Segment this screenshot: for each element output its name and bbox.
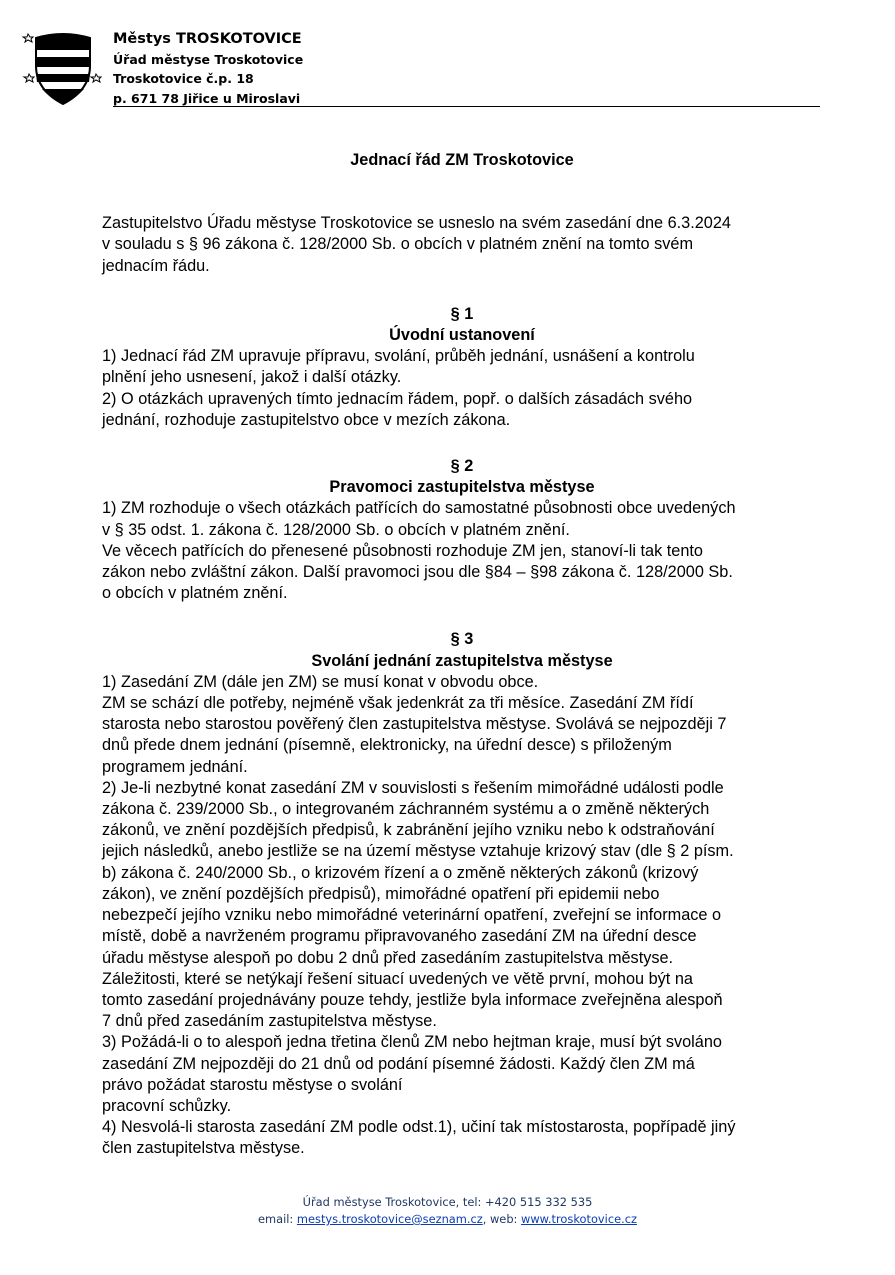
footer-links — [0, 1211, 895, 1228]
section-line: 2) O otázkách upravených tímto jednacím řádem, popř. o dalších zásadách svého — [102, 389, 693, 408]
section-line: tomto zasedání projednávány pouze tehdy, jestliže byla informace zveřejněna alespoň — [102, 990, 723, 1009]
section-title: Svolání jednání zastupitelstva městyse — [311, 651, 613, 670]
section-line: plnění jeho usnesení, jakož i další otázky. — [102, 368, 402, 387]
page-footer — [0, 1194, 895, 1228]
section-line: zákon nebo zvláštní zákon. Další pravomoci jsou dle §84 – §98 zákona č. 128/2000 Sb. — [102, 563, 733, 582]
intro-line: jednacím řádu. — [102, 256, 210, 275]
section-line: místě, době a navrženém programu připravovaného zasedání ZM na úřední desce — [102, 927, 697, 946]
section-line: v § 35 odst. 1. zákona č. 128/2000 Sb. o obcích v platném znění. — [102, 520, 570, 539]
footer-web-label: , web: — [482, 1212, 518, 1226]
section-line: zákonů, ve znění pozdějších předpisů, k zabránění jejího vzniku nebo k odstraňování — [102, 821, 715, 840]
section-line: 4) Nesvolá-li starosta zasedání ZM podle odst.1), učiní tak místostarosta, popřípadě jiný — [102, 1118, 736, 1137]
section-title: Úvodní ustanovení — [389, 326, 535, 345]
intro-line: Zastupitelstvo Úřadu městyse Troskotovice se usneslo na svém zasedání dne 6.3.2024 — [102, 214, 731, 233]
section-number: § 1 — [450, 304, 474, 323]
section-line: zákon), ve znění pozdějších předpisů), mimořádné opatření při epidemii nebo — [102, 884, 660, 903]
section-number: § 2 — [450, 457, 474, 476]
section-title: Pravomoci zastupitelstva městyse — [329, 478, 595, 497]
municipality-name: Městys TROSKOTOVICE — [113, 31, 302, 47]
footer-email-link[interactable]: mestys.troskotovice@seznam.cz — [296, 1212, 483, 1226]
section-line: právo požádat starostu městyse o svolání — [102, 1075, 403, 1094]
section-line: 1) Zasedání ZM (dále jen ZM) se musí konat v obvodu obce. — [102, 672, 539, 691]
section-line: zasedání ZM nejpozději do 21 dnů od podání písemné žádosti. Každý člen ZM má — [102, 1054, 695, 1073]
section-line: člen zastupitelstva městyse. — [102, 1139, 305, 1158]
section-line: b) zákona č. 240/2000 Sb., o krizovém řízení a o změně některých zákonů (krizový — [102, 863, 699, 882]
section-line: jejich následků, anebo jestliže se na území městyse vztahuje krizový stav (dle § 2 písm. — [102, 842, 734, 861]
footer-contact: Úřad městyse Troskotovice, tel: +420 515 332 535 — [302, 1195, 593, 1209]
section-line: 1) Jednací řád ZM upravuje přípravu, svolání, průběh jednání, usnášení a kontrolu — [102, 347, 695, 366]
section-line: 1) ZM rozhoduje o všech otázkách patřících do samostatné působnosti obce uvedených — [102, 499, 736, 518]
letterhead — [113, 30, 303, 108]
office-address: Troskotovice č.p. 18 — [113, 71, 254, 86]
intro-paragraph — [102, 213, 822, 277]
section-line: jednání, rozhoduje zastupitelstvo obce v mezích zákona. — [102, 410, 511, 429]
section-number: § 3 — [450, 630, 474, 649]
section-line: zákona č. 239/2000 Sb., o integrovaném záchranném systému a o změně některých — [102, 800, 710, 819]
section-line: programem jednání. — [102, 757, 248, 776]
office-name: Úřad městyse Troskotovice — [113, 51, 304, 67]
section-line: dnů přede dnem jednání (písemně, elektronicky, na úřední desce) s přiloženým — [102, 736, 672, 755]
section-line: Ve věcech patřících do přenesené působnosti rozhoduje ZM jen, stanoví-li tak tento — [102, 541, 703, 560]
section-line: 3) Požádá-li o to alespoň jedna třetina členů ZM nebo hejtman kraje, musí být svoláno — [102, 1033, 722, 1052]
document-body — [102, 150, 822, 1185]
section-1 — [102, 304, 822, 431]
document-title: Jednací řád ZM Troskotovice — [350, 151, 574, 169]
section-line: pracovní schůzky. — [102, 1096, 232, 1115]
section-line: ZM se schází dle potřeby, nejméně však jedenkrát za tři měsíce. Zasedání ZM řídí — [102, 694, 694, 713]
section-2 — [102, 456, 822, 604]
header-divider — [113, 106, 820, 107]
footer-web-link[interactable]: www.troskotovice.cz — [521, 1212, 637, 1226]
intro-line: v souladu s § 96 zákona č. 128/2000 Sb. o obcích v platném znění na tomto svém — [102, 235, 694, 254]
section-line: 7 dnů před zasedáním zastupitelstva městyse. — [102, 1012, 437, 1031]
section-3 — [102, 629, 822, 1159]
section-line: Záležitosti, které se netýkají řešení situací uvedených ve větě první, mohou být na — [102, 969, 693, 988]
section-line: o obcích v platném znění. — [102, 584, 288, 603]
section-line: nebezpečí jejího vzniku nebo mimořádné veterinární opatření, zveřejní se informace o — [102, 906, 722, 925]
section-line: 2) Je-li nezbytné konat zasedání ZM v souvislosti s řešením mimořádné události podle — [102, 778, 724, 797]
office-postcode: p. 671 78 Jiřice u Miroslavi — [113, 90, 301, 106]
section-line: starosta nebo starostou pověřený člen zastupitelstva městyse. Svolává se nejpozději 7 — [102, 715, 727, 734]
municipal-coat-of-arms-icon — [22, 26, 104, 108]
section-line: úřadu městyse alespoň po dobu 2 dnů před zasedáním zastupitelstva městyse. — [102, 948, 674, 967]
footer-email-label: email: — [258, 1212, 294, 1226]
